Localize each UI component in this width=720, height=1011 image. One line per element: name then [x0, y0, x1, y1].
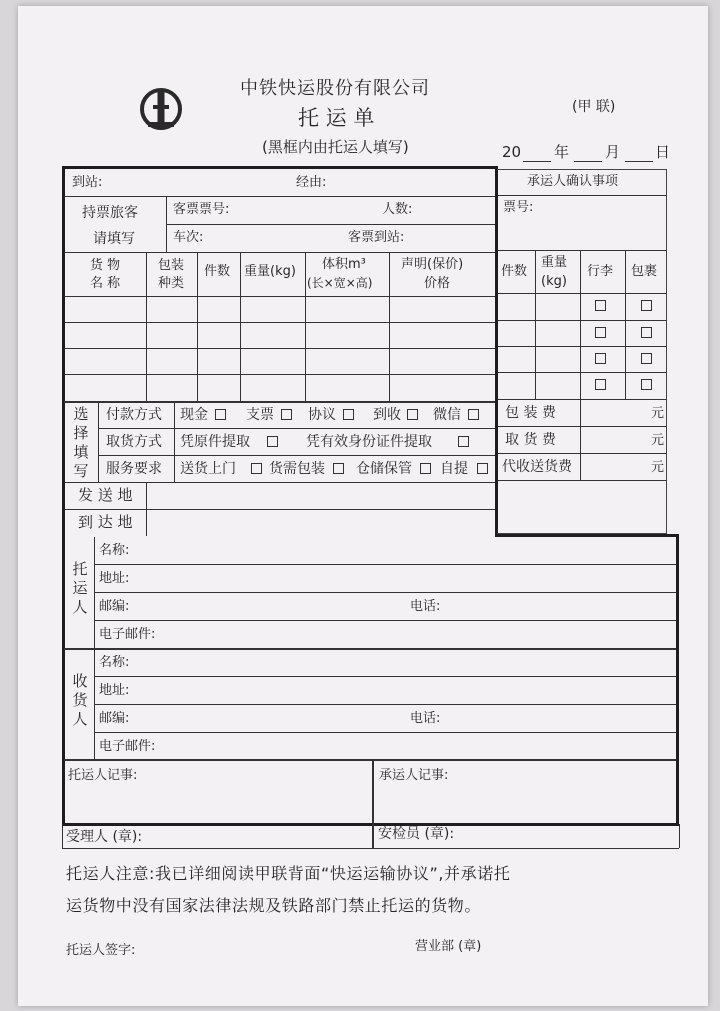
shipper-postcode-label: 邮编: — [99, 599, 130, 614]
copy-label: (甲 联) — [572, 99, 616, 115]
luggage-checkbox-4[interactable] — [595, 379, 606, 390]
carrier-ticket-label: 票号: — [503, 200, 534, 215]
ticket-destination-label: 客票到站: — [348, 230, 405, 245]
shipper-phone-label: 电话: — [410, 599, 441, 614]
consignee-side-label: 收货人 — [72, 672, 88, 728]
packing-fee-unit: 元 — [651, 406, 665, 421]
service-storage-label: 仓储保管 — [356, 461, 412, 477]
shipper-email-label: 电子邮件: — [99, 627, 156, 642]
cod-fee-unit: 元 — [651, 460, 665, 475]
parcel-checkbox-4[interactable] — [641, 379, 652, 390]
company-name: 中铁快运股份有限公司 — [240, 78, 430, 99]
consignee-address-label: 地址: — [99, 683, 130, 698]
train-number-label: 车次: — [173, 230, 204, 245]
sales-dept-stamp-label: 营业部 (章) — [415, 939, 482, 954]
service-request-label: 服务要求 — [106, 461, 162, 477]
notice-line-1: 托运人注意:我已详细阅读甲联背面“快运运输协议”,并承诺托 — [66, 864, 511, 883]
pickup-id-label: 凭有效身份证件提取 — [306, 434, 432, 450]
payment-method-label: 付款方式 — [106, 407, 162, 423]
carrier-header-parcel: 包裹 — [631, 264, 658, 279]
receiver-stamp-label: 受理人 (章): — [66, 829, 143, 845]
service-packing-checkbox[interactable] — [333, 463, 344, 474]
parcel-checkbox-1[interactable] — [641, 300, 652, 311]
pickup-id-checkbox[interactable] — [458, 436, 469, 447]
service-delivery-label: 送货上门 — [180, 461, 236, 477]
payment-collect-checkbox[interactable] — [407, 409, 418, 420]
form-title: 托 运 单 — [298, 106, 375, 130]
arrive-place-label: 到 达 地 — [78, 513, 133, 531]
payment-cash-label: 现金 — [180, 407, 208, 423]
passenger-label-2: 请填写 — [93, 231, 135, 247]
shipper-name-label: 名称: — [99, 543, 130, 558]
payment-check-label: 支票 — [246, 407, 274, 423]
send-place-label: 发 送 地 — [78, 486, 133, 504]
goods-header-weight: 重量(kg) — [244, 264, 296, 279]
carrier-header-luggage: 行李 — [587, 264, 614, 279]
cod-fee-label: 代收送货费 — [502, 459, 572, 475]
payment-check-checkbox[interactable] — [281, 409, 292, 420]
shipper-signature-label: 托运人签字: — [66, 943, 136, 958]
payment-cash-checkbox[interactable] — [215, 409, 226, 420]
parcel-checkbox-3[interactable] — [641, 353, 652, 364]
inspector-stamp-label: 安检员 (章): — [378, 826, 455, 842]
consignee-postcode-label: 邮编: — [99, 711, 130, 726]
carrier-confirm-title: 承运人确认事项 — [527, 174, 619, 189]
payment-agreement-label: 协议 — [308, 407, 336, 423]
payment-wechat-checkbox[interactable] — [468, 409, 479, 420]
shipper-notes-label: 托运人记事: — [68, 768, 138, 783]
consignee-email-label: 电子邮件: — [99, 739, 156, 754]
form-subtitle: (黑框内由托运人填写) — [262, 138, 409, 156]
luggage-checkbox-3[interactable] — [595, 353, 606, 364]
passenger-count-label: 人数: — [382, 202, 413, 217]
destination-station-label: 到站: — [72, 175, 103, 190]
shipper-address-label: 地址: — [99, 571, 130, 586]
carrier-notes-label: 承运人记事: — [379, 768, 449, 783]
pickup-method-label: 取货方式 — [106, 434, 162, 450]
notice-line-2: 运货物中没有国家法律法规及铁路部门禁止托运的货物。 — [66, 896, 482, 915]
service-storage-checkbox[interactable] — [420, 463, 431, 474]
consignee-name-label: 名称: — [99, 655, 130, 670]
packing-fee-label: 包 装 费 — [505, 405, 556, 421]
goods-header-pieces: 件数 — [204, 264, 231, 279]
ticket-number-label: 客票票号: — [173, 202, 230, 217]
service-self-pickup-label: 自提 — [440, 461, 468, 477]
payment-agreement-checkbox[interactable] — [343, 409, 354, 420]
payment-collect-label: 到收 — [373, 407, 401, 423]
luggage-checkbox-2[interactable] — [595, 327, 606, 338]
consignee-phone-label: 电话: — [410, 711, 441, 726]
carrier-header-pieces: 件数 — [501, 264, 528, 279]
luggage-checkbox-1[interactable] — [595, 300, 606, 311]
via-label: 经由: — [296, 175, 327, 190]
shipper-fill-box-lower — [62, 534, 679, 826]
payment-wechat-label: 微信 — [433, 407, 461, 423]
shipper-side-label: 托运人 — [72, 560, 88, 616]
pickup-original-label: 凭原件提取 — [180, 434, 250, 450]
pickup-fee-label: 取 货 费 — [505, 432, 556, 448]
service-packing-label: 货需包装 — [269, 461, 325, 477]
service-self-pickup-checkbox[interactable] — [477, 463, 488, 474]
railway-logo-icon — [138, 86, 184, 132]
passenger-label-1: 持票旅客 — [82, 205, 138, 221]
pickup-original-checkbox[interactable] — [267, 436, 278, 447]
pickup-fee-unit: 元 — [651, 433, 665, 448]
options-side-label: 选择填写 — [73, 405, 89, 480]
service-delivery-checkbox[interactable] — [251, 463, 262, 474]
parcel-checkbox-2[interactable] — [641, 327, 652, 338]
